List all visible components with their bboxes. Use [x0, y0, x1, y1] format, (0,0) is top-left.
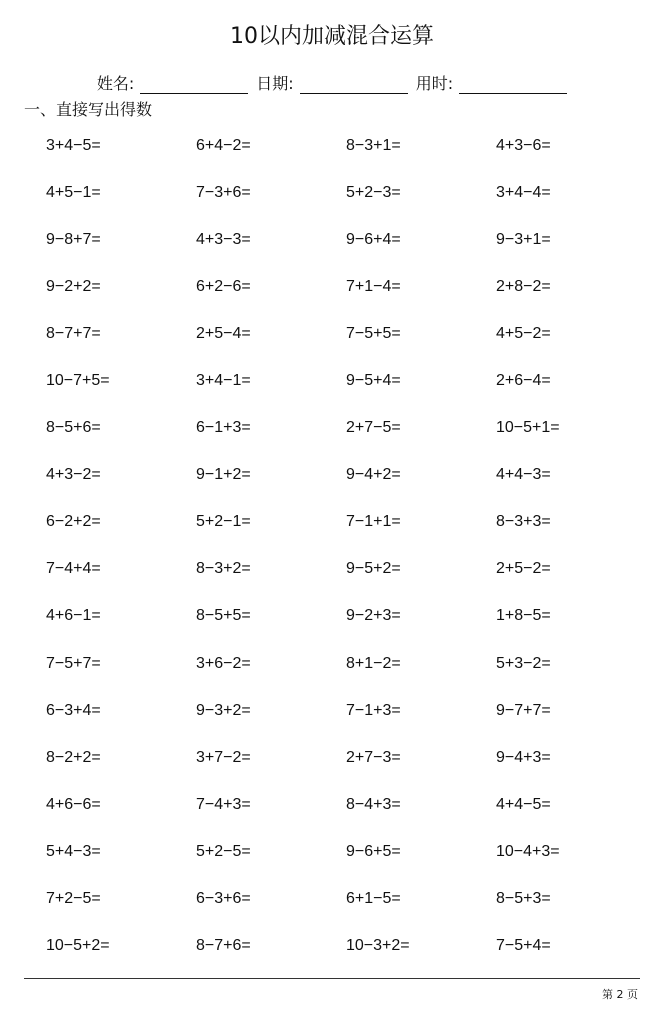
math-problem: 7−3+6=	[196, 183, 251, 201]
math-problem: 2+6−4=	[496, 372, 551, 390]
math-problem: 1+8−5=	[496, 607, 551, 625]
math-problem: 6−3+6=	[196, 890, 251, 908]
math-problem: 8−5+6=	[46, 419, 101, 437]
math-problem: 3+4−4=	[496, 183, 551, 201]
problem-row	[46, 263, 646, 310]
math-problem: 8−3+2=	[196, 560, 251, 578]
problem-row	[46, 405, 646, 452]
student-info-row	[0, 72, 664, 94]
math-problem: 6+1−5=	[346, 890, 401, 908]
math-problem: 6+4−2=	[196, 136, 251, 154]
problem-row	[46, 593, 646, 640]
problem-row	[46, 169, 646, 216]
math-problem: 9−4+2=	[346, 466, 401, 484]
math-problem: 3+7−2=	[196, 748, 251, 766]
math-problem: 4+3−6=	[496, 136, 551, 154]
math-problem: 10−5+2=	[46, 937, 110, 955]
math-problem: 7−4+4=	[46, 560, 101, 578]
date-label: 日期:	[256, 74, 294, 93]
math-problem: 6−1+3=	[196, 419, 251, 437]
math-problem: 4+3−2=	[46, 466, 101, 484]
math-problem: 8−3+3=	[496, 513, 551, 531]
math-problem: 2+8−2=	[496, 277, 551, 295]
problem-row	[46, 828, 646, 875]
math-problem: 9−6+5=	[346, 842, 401, 860]
time-blank-line[interactable]	[459, 77, 567, 94]
math-problem: 4+5−2=	[496, 324, 551, 342]
math-problem: 5+4−3=	[46, 842, 101, 860]
math-problem: 9−7+7=	[496, 701, 551, 719]
math-problem: 4+4−3=	[496, 466, 551, 484]
math-problem: 9−5+2=	[346, 560, 401, 578]
math-problem: 9−5+4=	[346, 372, 401, 390]
footer-divider	[24, 978, 640, 979]
name-label: 姓名:	[96, 74, 135, 93]
problem-row	[46, 122, 646, 169]
problem-row	[46, 734, 646, 781]
math-problem: 9−6+4=	[346, 230, 401, 248]
problem-row	[46, 357, 646, 404]
problem-row	[46, 216, 646, 263]
math-problem: 7−1+3=	[346, 701, 401, 719]
math-problem: 10−3+2=	[346, 937, 410, 955]
problem-row	[46, 687, 646, 734]
math-problem: 9−8+7=	[46, 230, 101, 248]
math-problem: 7−1+1=	[346, 513, 401, 531]
math-problem: 7−5+5=	[346, 324, 401, 342]
math-problem: 4+5−1=	[46, 183, 101, 201]
math-problem: 9−2+2=	[46, 277, 101, 295]
math-problem: 5+2−3=	[346, 183, 401, 201]
math-problem: 7−5+7=	[46, 654, 101, 672]
math-problem: 7−5+4=	[496, 937, 551, 955]
problem-row	[46, 781, 646, 828]
math-problem: 6+2−6=	[196, 277, 251, 295]
section-title: 一、直接写出得数	[24, 100, 153, 119]
math-problem: 9−3+2=	[196, 701, 251, 719]
problem-grid	[46, 122, 646, 970]
math-problem: 9−2+3=	[346, 607, 401, 625]
time-field	[416, 71, 567, 94]
problem-row	[46, 546, 646, 593]
math-problem: 5+2−1=	[196, 513, 251, 531]
name-blank-line[interactable]	[140, 77, 248, 94]
math-problem: 4+6−1=	[46, 607, 101, 625]
math-problem: 4+6−6=	[46, 795, 101, 813]
math-problem: 10−4+3=	[496, 842, 560, 860]
time-label: 用时:	[415, 74, 454, 93]
math-problem: 2+7−3=	[346, 748, 401, 766]
math-problem: 4+4−5=	[496, 795, 551, 813]
math-problem: 9−3+1=	[496, 230, 551, 248]
problem-row	[46, 640, 646, 687]
page-number: 第 2 页	[602, 988, 638, 1001]
math-problem: 3+6−2=	[196, 654, 251, 672]
math-problem: 10−7+5=	[46, 372, 110, 390]
math-problem: 7−4+3=	[196, 795, 251, 813]
math-problem: 6−3+4=	[46, 701, 101, 719]
math-problem: 2+5−4=	[196, 324, 251, 342]
math-problem: 5+3−2=	[496, 654, 551, 672]
problem-row	[46, 499, 646, 546]
math-problem: 2+7−5=	[346, 419, 401, 437]
problem-row	[46, 876, 646, 923]
math-problem: 6−2+2=	[46, 513, 101, 531]
math-problem: 8+1−2=	[346, 654, 401, 672]
date-field	[256, 71, 407, 94]
date-blank-line[interactable]	[300, 77, 408, 94]
name-field	[97, 71, 248, 94]
page-title: 10以内加减混合运算	[230, 24, 434, 49]
math-problem: 8−4+3=	[346, 795, 401, 813]
math-problem: 9−1+2=	[196, 466, 251, 484]
math-problem: 8−5+3=	[496, 890, 551, 908]
math-problem: 8−7+7=	[46, 324, 101, 342]
problem-row	[46, 923, 646, 970]
problem-row	[46, 310, 646, 357]
math-problem: 4+3−3=	[196, 230, 251, 248]
math-problem: 5+2−5=	[196, 842, 251, 860]
math-problem: 9−4+3=	[496, 748, 551, 766]
problem-row	[46, 452, 646, 499]
math-problem: 8−5+5=	[196, 607, 251, 625]
math-problem: 8−3+1=	[346, 136, 401, 154]
math-problem: 3+4−5=	[46, 136, 101, 154]
math-problem: 7+2−5=	[46, 890, 101, 908]
math-problem: 3+4−1=	[196, 372, 251, 390]
math-problem: 8−2+2=	[46, 748, 101, 766]
math-problem: 2+5−2=	[496, 560, 551, 578]
math-problem: 8−7+6=	[196, 937, 251, 955]
math-problem: 7+1−4=	[346, 277, 401, 295]
math-problem: 10−5+1=	[496, 419, 560, 437]
